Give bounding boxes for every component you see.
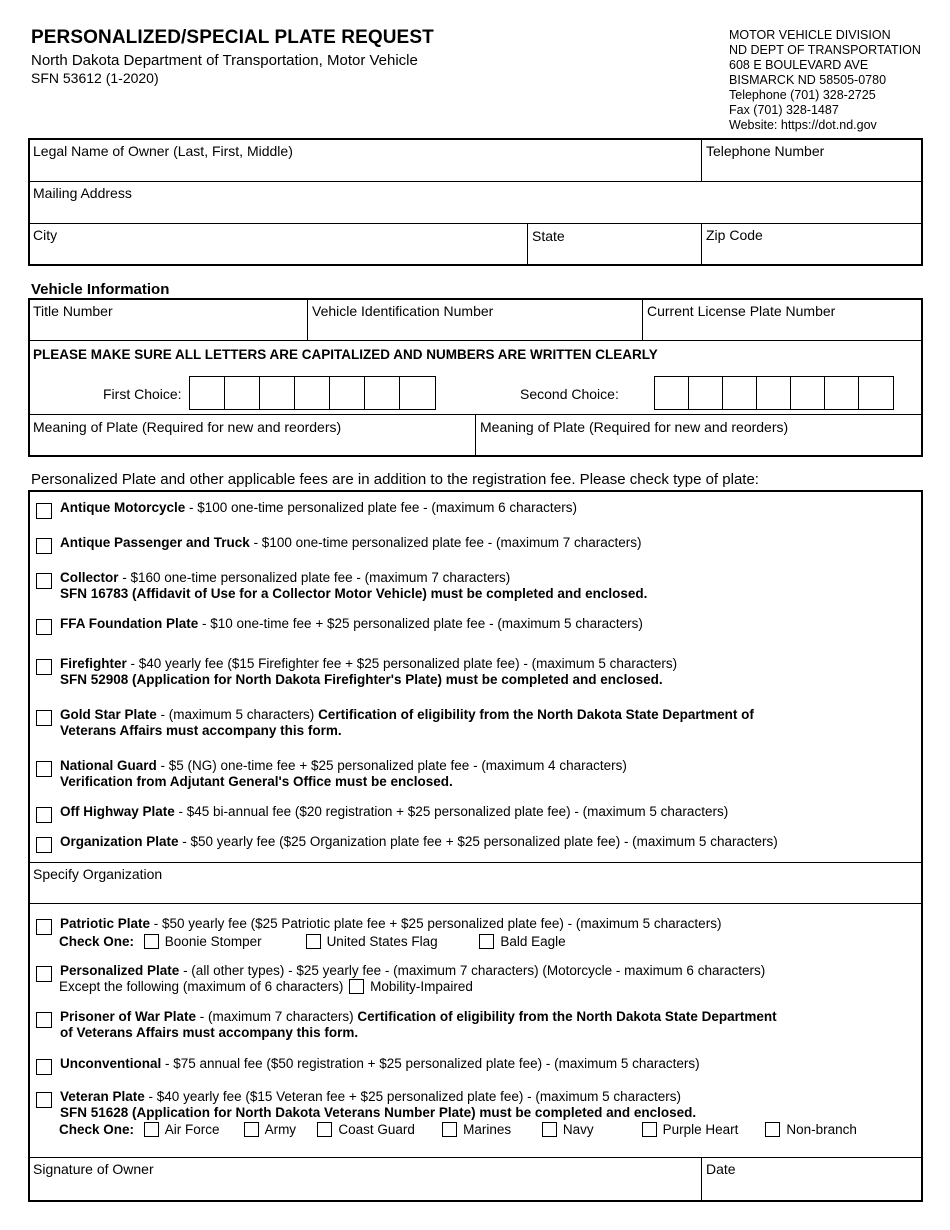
zip-code-label: Zip Code: [706, 227, 763, 243]
plate-option-national-guard: [36, 758, 627, 790]
check-one-label: Check One:: [59, 1122, 135, 1137]
first-choice-char-6[interactable]: [365, 377, 400, 409]
plate-option-antique-motorcycle: [36, 500, 577, 516]
plate-name: Unconventional: [60, 1056, 162, 1071]
signature-label: Signature of Owner: [33, 1161, 154, 1177]
state-label: State: [532, 228, 565, 244]
plate-desc: - $10 one-time fee + $25 personalized plate fee - (maximum 5 characters): [198, 616, 643, 631]
option-label: United States Flag: [326, 934, 438, 949]
mobility-impaired-checkbox[interactable]: [349, 979, 364, 994]
firefighter-checkbox[interactable]: [36, 659, 52, 675]
meaning-of-plate-field-1[interactable]: [29, 416, 475, 456]
second-choice-char-3[interactable]: [723, 377, 757, 409]
legal-name-field[interactable]: [29, 140, 701, 181]
telephone-field[interactable]: [702, 140, 921, 181]
gold-star-checkbox[interactable]: [36, 710, 52, 726]
plate-option-off-highway: [36, 804, 728, 820]
date-label: Date: [706, 1161, 736, 1177]
mailing-address-label: Mailing Address: [33, 185, 132, 201]
specify-organization-label: Specify Organization: [33, 866, 163, 882]
non-branch-checkbox[interactable]: [765, 1122, 780, 1137]
plate-note: Certification of eligibility from the North Dakota State Department of: [318, 707, 754, 722]
current-plate-label: Current License Plate Number: [647, 303, 836, 319]
vin-field[interactable]: [308, 300, 642, 340]
plate-name: Gold Star Plate: [60, 707, 157, 722]
plate-desc: - $100 one-time personalized plate fee - (maximum 6 characters): [185, 500, 577, 515]
vehicle-section-heading: Vehicle Information: [31, 281, 170, 298]
plate-name: Prisoner of War Plate: [60, 1009, 197, 1024]
legal-name-label: Legal Name of Owner (Last, First, Middle): [33, 143, 293, 159]
plate-option-gold-star: [36, 707, 754, 739]
form-number: SFN 53612 (1-2020): [31, 70, 159, 86]
second-choice-char-2[interactable]: [689, 377, 723, 409]
plate-note: Certification of eligibility from the North Dakota State Department: [357, 1009, 777, 1024]
page-subtitle: North Dakota Department of Transportation, Motor Vehicle: [31, 52, 418, 69]
personalized-checkbox[interactable]: [36, 966, 52, 982]
plate-name: Antique Passenger and Truck: [60, 535, 250, 550]
plate-note: Veterans Affairs must accompany this form.: [60, 723, 342, 738]
plate-desc: - $100 one-time personalized plate fee - (maximum 7 characters): [249, 535, 642, 550]
form-header: [31, 27, 434, 86]
plate-option-antique-passenger: [36, 535, 641, 551]
agency-line: Website: https://dot.nd.gov: [729, 118, 877, 132]
city-field[interactable]: [29, 224, 527, 265]
plate-name: Collector: [60, 570, 119, 585]
plate-name: National Guard: [60, 758, 157, 773]
plate-option-collector: [36, 570, 647, 602]
plate-name: Organization Plate: [60, 834, 179, 849]
current-plate-field[interactable]: [643, 300, 921, 340]
option-label: Marines: [463, 1122, 512, 1137]
plate-name: Firefighter: [60, 656, 127, 671]
plate-note: SFN 16783 (Affidavit of Use for a Collector Motor Vehicle) must be completed and enclosed.: [60, 586, 648, 601]
plate-option-personalized: [36, 963, 765, 995]
marines-checkbox[interactable]: [442, 1122, 457, 1137]
plate-name: Off Highway Plate: [60, 804, 175, 819]
plate-name: Patriotic Plate: [60, 916, 151, 931]
plate-desc: - $50 yearly fee ($25 Organization plate fee + $25 personalized plate fee) - (maximum 5 characters): [178, 834, 778, 849]
plate-desc: - $75 annual fee ($50 registration + $25 personalized plate fee) - (maximum 5 characters): [161, 1056, 700, 1071]
option-label: Army: [264, 1122, 297, 1137]
agency-address: [729, 28, 921, 133]
fees-intro: Personalized Plate and other applicable fees are in addition to the registration fee. Please check type of plate:: [31, 471, 759, 488]
second-choice-char-6[interactable]: [825, 377, 859, 409]
second-choice-char-1[interactable]: [655, 377, 689, 409]
antique-passenger-checkbox[interactable]: [36, 538, 52, 554]
option-label: Non-branch: [786, 1122, 857, 1137]
plate-note: Verification from Adjutant General's Office must be enclosed.: [60, 774, 453, 789]
plate-option-patriotic: [36, 916, 721, 950]
second-choice-char-4[interactable]: [757, 377, 791, 409]
mailing-address-field[interactable]: [29, 182, 921, 223]
plate-option-organization: [36, 834, 778, 850]
plate-name: Veteran Plate: [60, 1089, 145, 1104]
meaning-of-plate-field-2[interactable]: [476, 416, 921, 456]
agency-line: MOTOR VEHICLE DIVISION: [729, 28, 891, 42]
ffa-checkbox[interactable]: [36, 619, 52, 635]
patriotic-checkbox[interactable]: [36, 919, 52, 935]
bald-eagle-checkbox[interactable]: [479, 934, 494, 949]
option-label: Coast Guard: [338, 1122, 415, 1137]
purple-heart-checkbox[interactable]: [642, 1122, 657, 1137]
plate-name: Personalized Plate: [60, 963, 180, 978]
telephone-label: Telephone Number: [706, 143, 825, 159]
second-choice-label: Second Choice:: [520, 386, 619, 402]
option-label: Navy: [562, 1122, 594, 1137]
agency-line: BISMARCK ND 58505-0780: [729, 73, 887, 87]
plate-desc: - $40 yearly fee ($15 Firefighter fee + $25 personalized plate fee) - (maximum 5 characters): [126, 656, 678, 671]
meaning-label-1: Meaning of Plate (Required for new and reorders): [33, 419, 342, 435]
plate-option-unconventional: [36, 1056, 700, 1072]
option-label: Bald Eagle: [500, 934, 566, 949]
plate-desc: - (all other types) - $25 yearly fee - (maximum 7 characters) (Motorcycle - maximum 6 characters): [179, 963, 766, 978]
title-number-label: Title Number: [33, 303, 113, 319]
option-label: Boonie Stomper: [164, 934, 262, 949]
plate-name: FFA Foundation Plate: [60, 616, 199, 631]
pow-checkbox[interactable]: [36, 1012, 52, 1028]
city-label: City: [33, 227, 58, 243]
plate-note: SFN 51628 (Application for North Dakota Veterans Number Plate) must be completed and enclosed.: [60, 1105, 697, 1120]
except-text: Except the following (maximum of 6 characters): [59, 979, 344, 994]
plate-desc: - (maximum 5 characters): [156, 707, 319, 722]
plate-option-ffa: [36, 616, 643, 632]
plate-desc: - (maximum 7 characters): [196, 1009, 358, 1024]
zip-code-field[interactable]: [702, 224, 921, 265]
plate-desc: - $5 (NG) one-time fee + $25 personalized plate fee - (maximum 4 characters): [156, 758, 627, 773]
first-choice-char-4[interactable]: [295, 377, 330, 409]
unconventional-checkbox[interactable]: [36, 1059, 52, 1075]
off-highway-checkbox[interactable]: [36, 807, 52, 823]
plate-desc: - $50 yearly fee ($25 Patriotic plate fee + $25 personalized plate fee) - (maximum 5 characters): [150, 916, 722, 931]
first-choice-boxes: [189, 376, 436, 410]
agency-line: Telephone (701) 328-2725: [729, 88, 876, 102]
navy-checkbox[interactable]: [542, 1122, 557, 1137]
us-flag-checkbox[interactable]: [306, 934, 321, 949]
agency-line: 608 E BOULEVARD AVE: [729, 58, 869, 72]
plate-note: of Veterans Affairs must accompany this form.: [60, 1025, 359, 1040]
antique-motorcycle-checkbox[interactable]: [36, 503, 52, 519]
national-guard-checkbox[interactable]: [36, 761, 52, 777]
organization-checkbox[interactable]: [36, 837, 52, 853]
collector-checkbox[interactable]: [36, 573, 52, 589]
boonie-stomper-checkbox[interactable]: [144, 934, 159, 949]
meaning-label-2: Meaning of Plate (Required for new and reorders): [480, 419, 789, 435]
option-label: Purple Heart: [662, 1122, 739, 1137]
plate-desc: - $160 one-time personalized plate fee - (maximum 7 characters): [118, 570, 511, 585]
first-choice-char-5[interactable]: [330, 377, 365, 409]
date-field[interactable]: [702, 1158, 921, 1200]
specify-organization-field[interactable]: [29, 863, 921, 903]
agency-line: ND DEPT OF TRANSPORTATION: [729, 43, 921, 57]
first-choice-char-7[interactable]: [400, 377, 435, 409]
veteran-checkbox[interactable]: [36, 1092, 52, 1108]
title-number-field[interactable]: [29, 300, 307, 340]
first-choice-char-1[interactable]: [190, 377, 225, 409]
second-choice-boxes: [654, 376, 894, 410]
second-choice-char-5[interactable]: [791, 377, 825, 409]
plate-option-firefighter: [36, 656, 677, 688]
first-choice-char-3[interactable]: [260, 377, 295, 409]
coast-guard-checkbox[interactable]: [317, 1122, 332, 1137]
first-choice-label: First Choice:: [103, 386, 182, 402]
plate-option-prisoner-of-war: [36, 1009, 777, 1041]
plate-desc: - $40 yearly fee ($15 Veteran fee + $25 personalized plate fee) - (maximum 5 characters): [144, 1089, 681, 1104]
signature-field[interactable]: [29, 1158, 701, 1200]
army-checkbox[interactable]: [244, 1122, 259, 1137]
plate-desc: - $45 bi-annual fee ($20 registration + $25 personalized plate fee) - (maximum 5 characters): [174, 804, 729, 819]
state-field[interactable]: [528, 225, 701, 265]
agency-line: Fax (701) 328-1487: [729, 103, 839, 117]
check-one-label: Check One:: [59, 934, 135, 949]
capitalization-notice: PLEASE MAKE SURE ALL LETTERS ARE CAPITALIZED AND NUMBERS ARE WRITTEN CLEARLY: [33, 347, 658, 362]
plate-name: Antique Motorcycle: [60, 500, 186, 515]
option-label: Mobility-Impaired: [370, 979, 473, 994]
first-choice-char-2[interactable]: [225, 377, 260, 409]
plate-note: SFN 52908 (Application for North Dakota Firefighter's Plate) must be completed and enclosed.: [60, 672, 663, 687]
option-label: Air Force: [164, 1122, 220, 1137]
air-force-checkbox[interactable]: [144, 1122, 159, 1137]
second-choice-char-7[interactable]: [859, 377, 893, 409]
plate-option-veteran: [36, 1089, 857, 1138]
vin-label: Vehicle Identification Number: [312, 303, 494, 319]
page-title: PERSONALIZED/SPECIAL PLATE REQUEST: [31, 27, 434, 48]
